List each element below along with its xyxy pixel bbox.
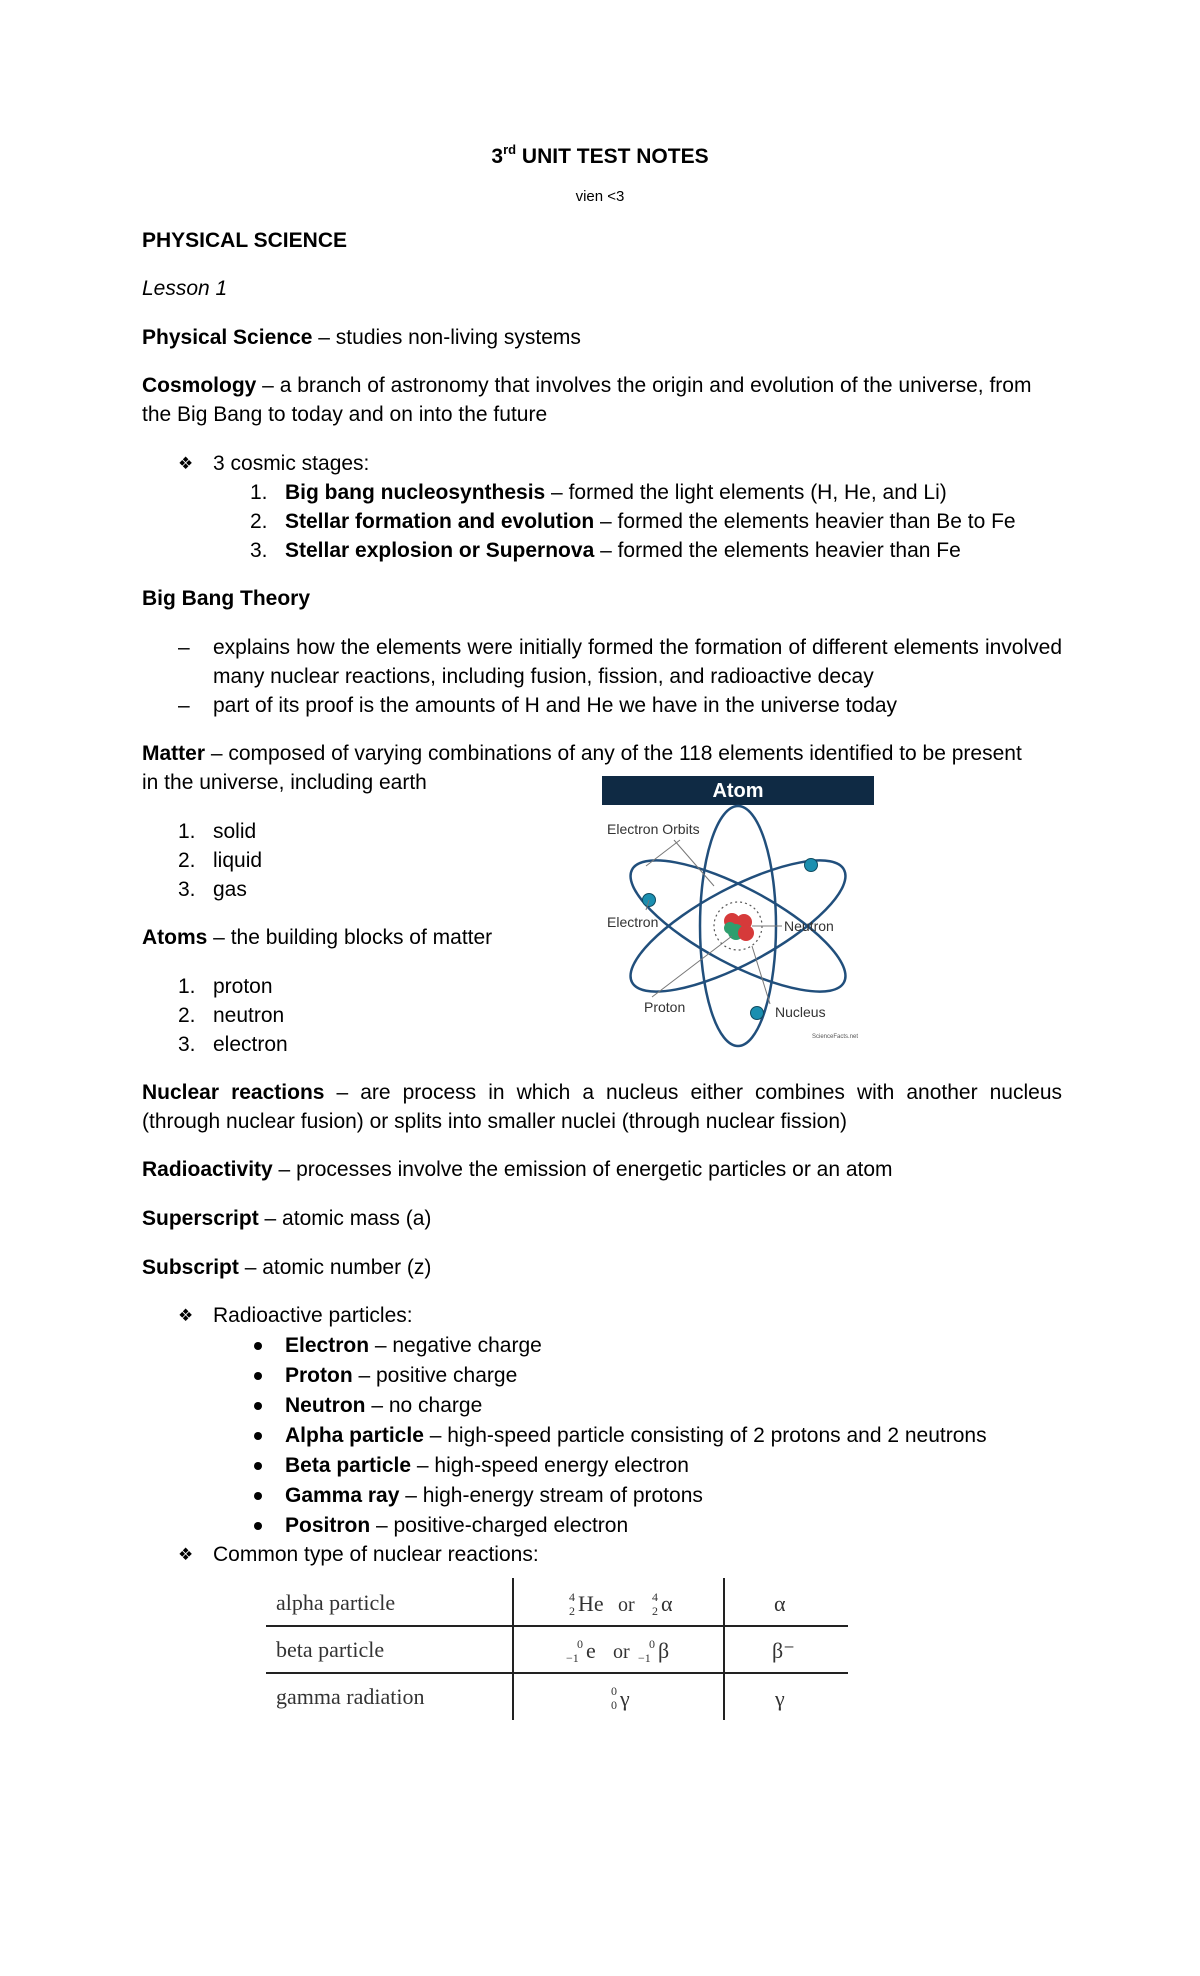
subscript-definition: Subscript – atomic number (z) — [142, 1256, 432, 1279]
nuclide-symbol: He — [578, 1591, 604, 1616]
bullet-dot — [254, 1492, 262, 1500]
particle-item: Gamma ray – high-energy stream of protons — [285, 1484, 703, 1507]
matter-state-item: solid — [213, 820, 257, 843]
cosmic-stages-heading: 3 cosmic stages: — [213, 452, 370, 475]
diamond-bullet-icon: ❖ — [178, 1545, 194, 1564]
big-bang-heading: Big Bang Theory — [142, 587, 311, 610]
mass-number: 0 — [649, 1637, 655, 1651]
list-number: 2. — [250, 510, 268, 533]
nuclide-symbol: β — [658, 1638, 670, 1663]
neutron-particle — [724, 922, 736, 934]
nuclear-reactions-table — [266, 1578, 848, 1720]
matter-definition: Matter – composed of varying combinations of any of the 118 elements identified to be present in the universe, including earth — [142, 742, 1022, 794]
bullet-dot — [254, 1522, 262, 1530]
nuclide-symbol: γ — [620, 1686, 630, 1711]
particle-item: Electron – negative charge — [285, 1334, 542, 1357]
table-cell-name: beta particle — [276, 1637, 385, 1662]
table-cell-name: gamma radiation — [276, 1684, 425, 1709]
list-number: 1. — [178, 820, 196, 843]
atom-part-item: proton — [213, 975, 273, 998]
label-electron: Electron — [607, 914, 659, 930]
atomic-number: 0 — [611, 1698, 617, 1712]
radioactive-particles-heading: Radioactive particles: — [213, 1304, 413, 1327]
particle-item: Neutron – no charge — [285, 1394, 483, 1417]
bullet-dot — [254, 1432, 262, 1440]
atomic-number: 2 — [652, 1604, 658, 1618]
atomic-number: −1 — [638, 1651, 651, 1665]
mass-number: 0 — [577, 1637, 583, 1651]
table-or: or — [613, 1641, 630, 1663]
cosmic-stage-item: Big bang nucleosynthesis – formed the light elements (H, He, and Li) — [285, 481, 947, 504]
figure-credit: ScienceFacts.net — [812, 1034, 859, 1040]
list-number: 1. — [178, 975, 196, 998]
dash-bullet: – — [178, 636, 190, 659]
list-number: 3. — [250, 539, 268, 562]
particle-item: Positron – positive-charged electron — [285, 1514, 629, 1537]
label-proton: Proton — [644, 999, 686, 1015]
bullet-dot — [254, 1342, 262, 1350]
diamond-bullet-icon: ❖ — [178, 1306, 194, 1325]
table-cell-symbol: γ — [775, 1686, 785, 1711]
nuclide-symbol: e — [586, 1638, 596, 1663]
atoms-definition: Atoms – the building blocks of matter — [142, 926, 493, 949]
list-number: 1. — [250, 481, 268, 504]
diamond-bullet-icon: ❖ — [178, 454, 194, 473]
superscript-definition: Superscript – atomic mass (a) — [142, 1207, 432, 1230]
author-line: vien <3 — [575, 188, 625, 205]
list-number: 3. — [178, 1033, 196, 1056]
particle-item: Alpha particle – high-speed particle consisting of 2 protons and 2 neutrons — [285, 1424, 987, 1447]
proton-particle — [738, 925, 754, 941]
radioactivity-definition: Radioactivity – processes involve the emission of energetic particles or an atom — [142, 1158, 893, 1181]
mass-number: 0 — [611, 1684, 617, 1698]
atomic-number: 2 — [569, 1604, 575, 1618]
particle-item: Proton – positive charge — [285, 1364, 518, 1387]
table-cell-name: alpha particle — [276, 1590, 396, 1615]
cosmic-stage-item: Stellar explosion or Supernova – formed the elements heavier than Fe — [285, 539, 961, 562]
cosmology-definition: Cosmology – a branch of astronomy that involves the origin and evolution of the universe, from the Big Bang to today and on into the future — [142, 374, 1032, 426]
mass-number: 4 — [569, 1590, 575, 1604]
atom-title: Atom — [712, 780, 764, 802]
particle-item: Beta particle – high-speed energy electron — [285, 1454, 689, 1477]
dash-bullet: – — [178, 694, 190, 717]
label-nucleus: Nucleus — [775, 1004, 826, 1020]
nuclear-reactions-definition: Nuclear reactions – are process in which a nucleus either combines with another nucleus (through nuclear fusion) or splits into smaller nuclei (through nuclear fission) — [142, 1081, 1063, 1133]
atom-diagram — [602, 776, 874, 1048]
atomic-number: −1 — [566, 1651, 579, 1665]
bullet-dot — [254, 1462, 262, 1470]
page-title: 3rd UNIT TEST NOTES — [491, 142, 709, 168]
label-neutron: Neutron — [784, 918, 834, 934]
nuclide-symbol: α — [661, 1591, 673, 1616]
title-superscript: rd — [503, 142, 517, 157]
nucleus — [724, 913, 754, 941]
electron-particle — [805, 859, 818, 872]
big-bang-point: part of its proof is the amounts of H and He we have in the universe today — [213, 694, 898, 717]
list-number: 2. — [178, 849, 196, 872]
table-cell-symbol: α — [774, 1591, 786, 1616]
matter-state-item: gas — [213, 878, 247, 901]
bullet-dot — [254, 1372, 262, 1380]
matter-state-item: liquid — [213, 849, 263, 872]
label-electron-orbits: Electron Orbits — [607, 821, 700, 837]
physical-science-definition: Physical Science – studies non-living systems — [142, 326, 581, 349]
mass-number: 4 — [652, 1590, 658, 1604]
cosmic-stage-item: Stellar formation and evolution – formed the elements heavier than Be to Fe — [285, 510, 1016, 533]
electron-particle — [751, 1007, 764, 1020]
bullet-dot — [254, 1402, 262, 1410]
atom-part-item: electron — [213, 1033, 288, 1056]
table-or: or — [618, 1594, 635, 1616]
atom-part-item: neutron — [213, 1004, 285, 1027]
nuclear-reaction-types-heading: Common type of nuclear reactions: — [213, 1543, 539, 1566]
list-number: 3. — [178, 878, 196, 901]
big-bang-point: explains how the elements were initially formed the formation of different elements involved many nuclear reactions, including fusion, fission, and radioactive decay — [213, 636, 1062, 688]
lesson-heading: Lesson 1 — [142, 277, 228, 300]
subject-heading: PHYSICAL SCIENCE — [142, 229, 347, 252]
table-cell-symbol: β⁻ — [772, 1638, 795, 1663]
list-number: 2. — [178, 1004, 196, 1027]
